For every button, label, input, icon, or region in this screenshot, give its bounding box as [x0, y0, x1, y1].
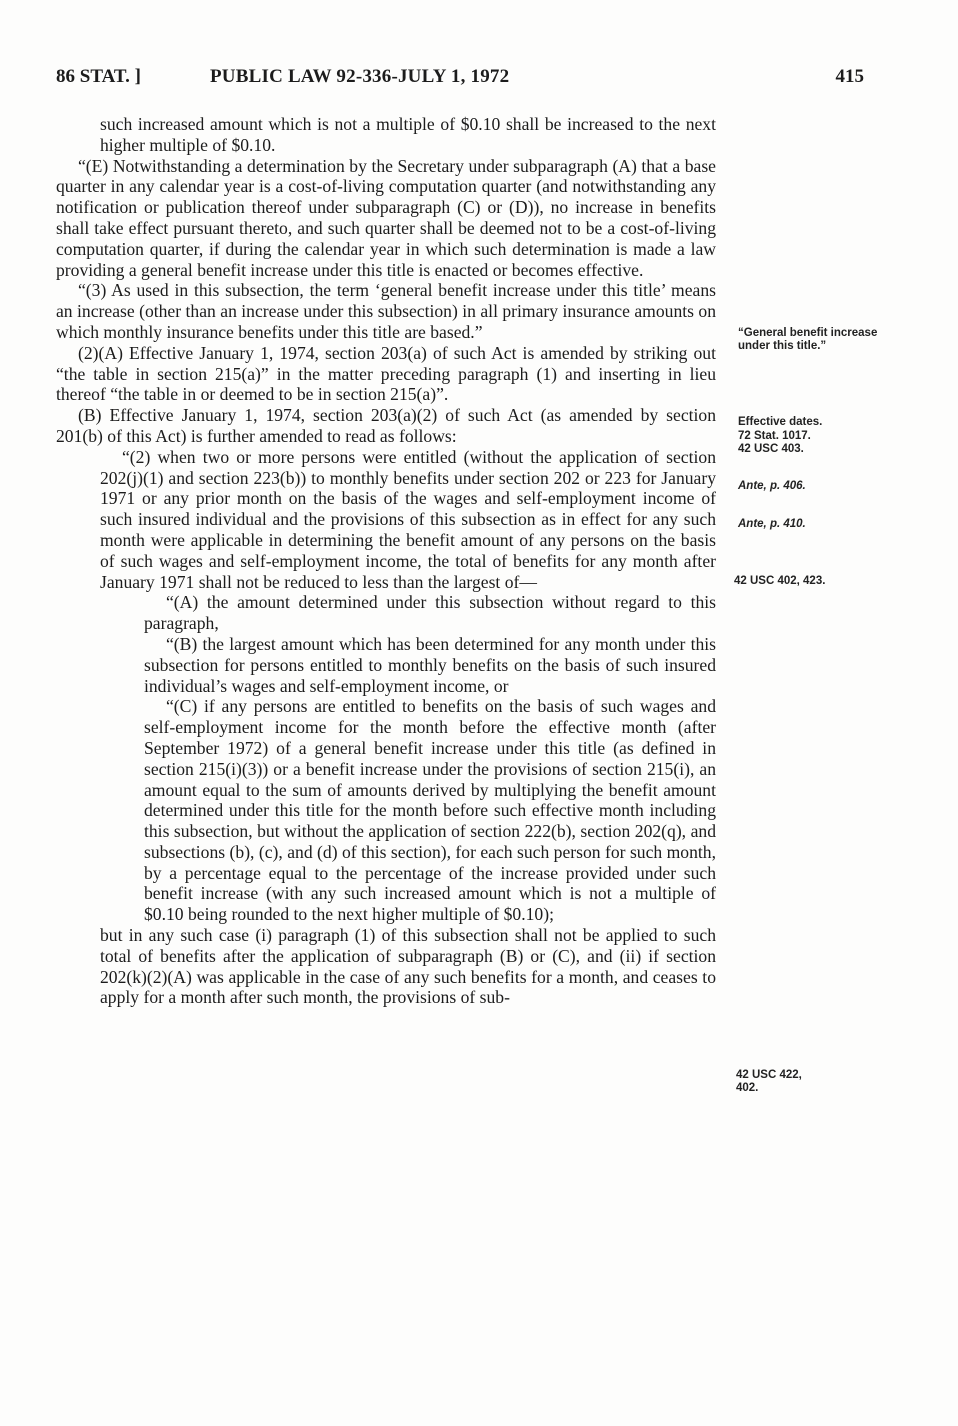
- margin-note-72-stat: 72 Stat. 1017.: [738, 430, 811, 442]
- quoted-clause-a: “(A) the amount determined under this subsection without regard to this paragraph,: [144, 592, 716, 634]
- margin-note-ante-410: Ante, p. 410.: [738, 518, 806, 530]
- margin-note-general-benefit: “General benefit increase under this title.”: [738, 327, 878, 352]
- statute-reference: 86 STAT. ]: [56, 66, 141, 87]
- paragraph-proviso: but in any such case (i) paragraph (1) of this subsection shall not be applied to such total of benefits after the application of subparagraph (B) or (C), and (ii) if section 202(k)(2)(A) was applicable in the case of any such benefits for a month, and ceases to apply for a month after such month, the provisions of sub-: [100, 925, 716, 1008]
- margin-note-42-usc-403: 42 USC 403.: [738, 443, 804, 455]
- paragraph-amendment-2b: (B) Effective January 1, 1974, section 203(a)(2) of such Act (as amended by section 201(b) of this Act) is further amended to read as follows:: [56, 405, 716, 446]
- margin-note-effective-dates: Effective dates.: [738, 416, 823, 428]
- page-header: [56, 66, 864, 92]
- paragraph-amendment-2a: (2)(A) Effective January 1, 1974, section 203(a) of such Act is amended by striking out “the table in section 215(a)” in the matter preceding paragraph (1) and inserting in lieu thereof “the table in or deemed to be in section 215(a)”.: [56, 342, 716, 405]
- page-number: 415: [835, 66, 864, 87]
- quoted-clause-c: “(C) if any persons are entitled to benefits on the basis of such wages and self-employment income for the month before the effective month (after September 1972) of a general benefit increase under this title (as defined in section 215(i)(3)) or a benefit increase under the provisions of section 215(i), an amount equal to the sum of amounts derived by multiplying the benefit amount determined under this title for the month before such effective month including this subsection, but without the application of section 222(b), section 202(q), and subsections (b), (c), and (d) of this section), for each such person for such month, by a percentage equal to the percentage of the increase provided under such benefit increase (with any such increased amount which is not a multiple of $0.10 being rounded to the next higher multiple of $0.10);: [144, 696, 716, 925]
- paragraph-definition-3: “(3) As used in this subsection, the term ‘general benefit increase under this title’ means an increase (other than an increase under this subsection) in all primary insurance amounts on which monthly insurance benefits under this title are based.”: [56, 280, 716, 342]
- body-text: [56, 114, 716, 1008]
- margin-note-42-usc-422-402: 42 USC 422, 402.: [736, 1069, 802, 1094]
- running-title: PUBLIC LAW 92-336-JULY 1, 1972: [210, 66, 510, 87]
- paragraph-subparagraph-e: “(E) Notwithstanding a determination by the Secretary under subparagraph (A) that a base quarter in any calendar year is a cost-of-living computation quarter (and notwithstanding any notification or publication thereof under subparagraph (C) or (D)), no increase in benefits shall take effect pursuant thereto, and such quarter shall be deemed not to be a cost-of-living computation quarter, if during the calendar year in which such determination is made a law providing a general benefit increase under this title is enacted or becomes effective.: [56, 155, 716, 280]
- margin-note-42-usc-402-423: 42 USC 402, 423.: [734, 575, 826, 587]
- paragraph-continuation: such increased amount which is not a multiple of $0.10 shall be increased to the next higher multiple of $0.10.: [100, 114, 716, 155]
- quoted-paragraph-2: “(2) when two or more persons were entitled (without the application of section 202(j)(1) and section 223(b)) to monthly benefits under section 202 or 223 for January 1971 or any prior month on the basis of the wages and self-employment income of such insured individual and the provisions of this subsection as in effect for any such month were applicable in determining the benefit amount of any persons on the basis of such wages and self-employment income, the total of benefits for any month after January 1971 shall not be reduced to less than the largest of—: [100, 446, 716, 592]
- margin-note-ante-406: Ante, p. 406.: [738, 480, 806, 492]
- quoted-clause-b: “(B) the largest amount which has been determined for any month under this subsection for persons entitled to monthly benefits on the basis of such insured individual’s wages and self-employment income, or: [144, 633, 716, 696]
